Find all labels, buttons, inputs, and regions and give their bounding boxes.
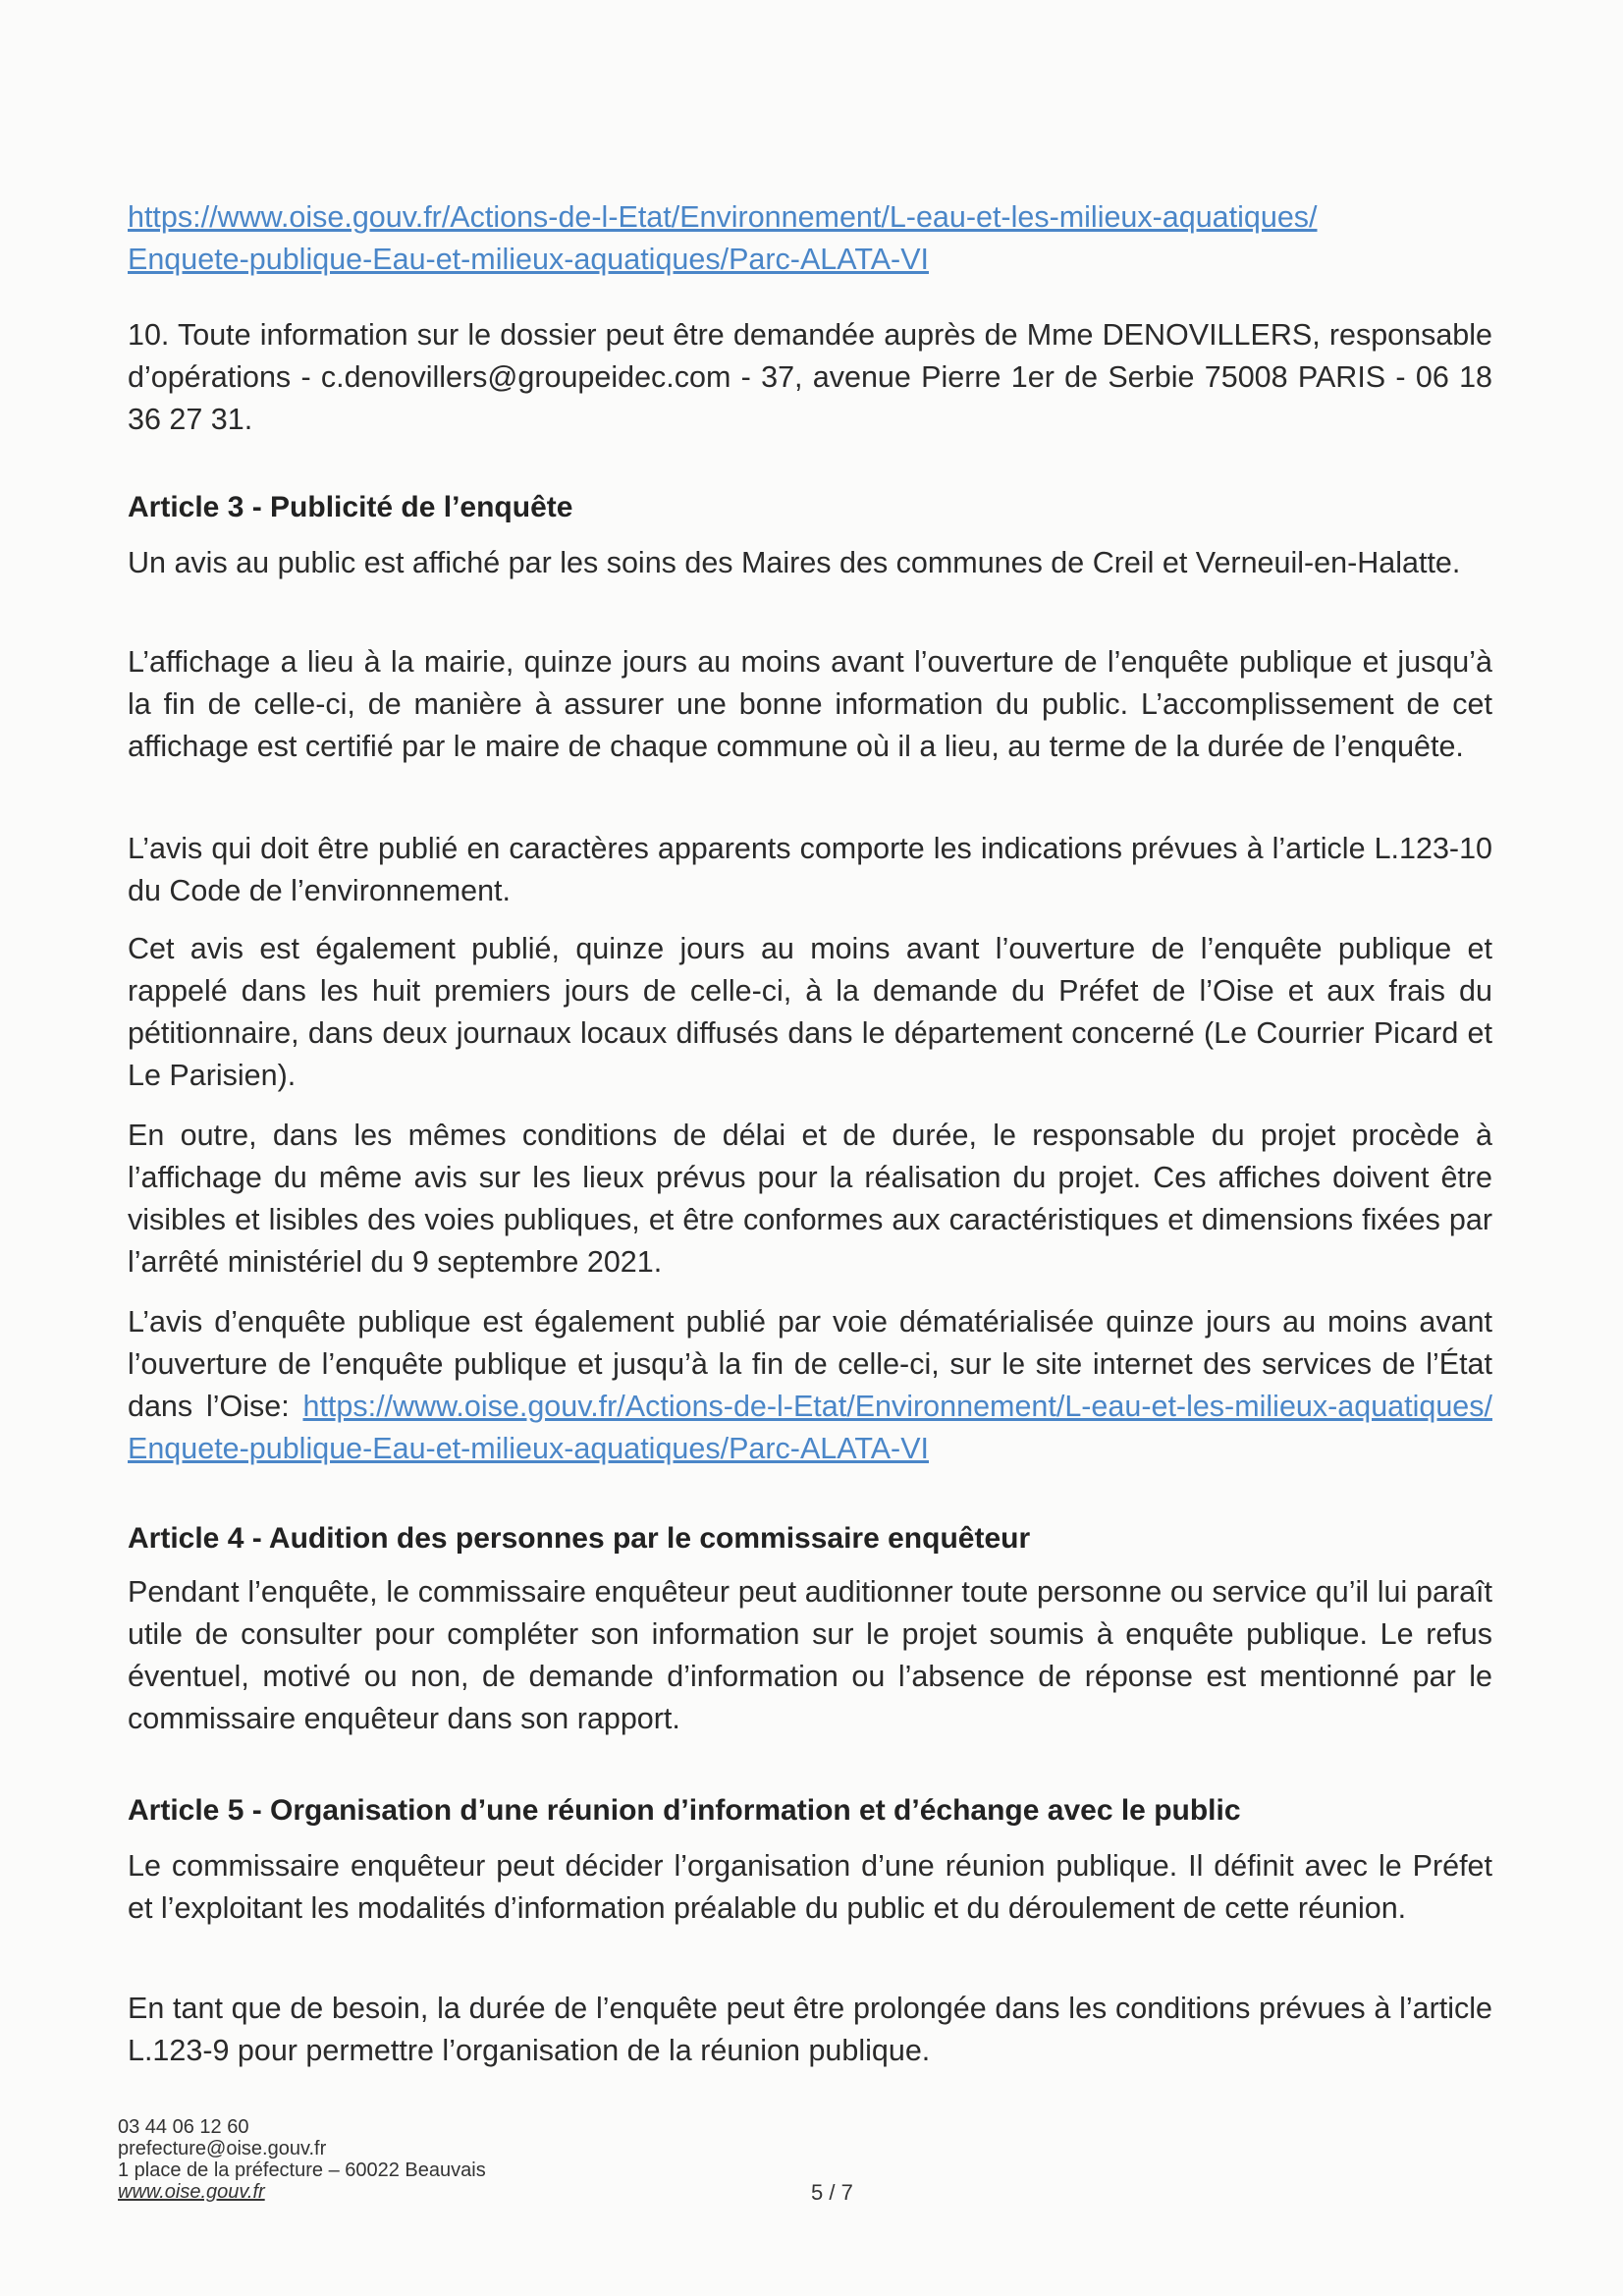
article-5-title-block bbox=[128, 1789, 1492, 1831]
article-3-paragraph-1: Un avis au public est affiché par les soins des Maires des communes de Creil et Verneuil-en-Halatte. bbox=[128, 546, 1461, 579]
article-3-p2-block bbox=[128, 641, 1492, 768]
article-3-paragraph-5: En outre, dans les mêmes conditions de délai et de durée, le responsable du projet procède à l’affichage du même avis sur les lieux prévus pour la réalisation du projet. Ces affiches doivent être visibles et lisibles des voies publiques, et être conformes aux caractéristiques et dimensions fixées par l’arrêté ministériel du 9 septembre 2021. bbox=[128, 1119, 1492, 1279]
article-5-p2-block bbox=[128, 1988, 1492, 2072]
footer-website[interactable]: www.oise.gouv.fr bbox=[118, 2181, 265, 2203]
article-4-p1-block bbox=[128, 1571, 1492, 1740]
consultation-link-line1[interactable]: https://www.oise.gouv.fr/Actions-de-l-Etat/Environnement/L-eau-et-les-milieux-aquatiques/ bbox=[128, 200, 1318, 234]
article-3-paragraph-3: L’avis qui doit être publié en caractères apparents comporte les indications prévues à l’article L.123-10 du Code de l’environnement. bbox=[128, 832, 1492, 907]
footer-phone: 03 44 06 12 60 bbox=[118, 2116, 249, 2138]
article-5-paragraph-1: Le commissaire enquêteur peut décider l’organisation d’une réunion publique. Il définit avec le Préfet et l’exploitant les modalités d’information préalable du public et du déroulement de cette réunion. bbox=[128, 1849, 1492, 1925]
item-10-paragraph: 10. Toute information sur le dossier peut être demandée auprès de Mme DENOVILLERS, responsable d’opérations - c.denovillers@groupeidec.com - 37, avenue Pierre 1er de Serbie 75008 PARIS - 06 18 36 27 31. bbox=[128, 318, 1492, 436]
article-3-paragraph-6-text: L’avis d’enquête publique est également publié par voie dématérialisée quinze jours au moins avant l’ouverture de l’enquête publique et jusqu’à la fin de celle-ci, sur le site internet des services de l’État dans l’Oise: bbox=[128, 1305, 1492, 1423]
article-3-p5-block bbox=[128, 1115, 1492, 1284]
article-4-paragraph-1: Pendant l’enquête, le commissaire enquêteur peut auditionner toute personne ou service qu’il lui paraît utile de consulter pour compléter son information sur le projet soumis à enquête publique. Le refus éventuel, motivé ou non, de demande d’information ou l’absence de réponse est mentionné par le commissaire enquêteur dans son rapport. bbox=[128, 1575, 1492, 1735]
consultation-link-line2[interactable]: Enquete-publique-Eau-et-milieux-aquatiques/Parc-ALATA-VI bbox=[128, 243, 930, 276]
footer-email: prefecture@oise.gouv.fr bbox=[118, 2138, 327, 2159]
article-4-title-block bbox=[128, 1517, 1492, 1559]
article-3-paragraph-6 bbox=[128, 1301, 1492, 1470]
top-link-paragraph bbox=[128, 196, 1492, 281]
footer-address: 1 place de la préfecture – 60022 Beauvais bbox=[118, 2159, 486, 2181]
article-5-paragraph-2: En tant que de besoin, la durée de l’enquête peut être prolongée dans les conditions prévues à l’article L.123-9 pour permettre l’organisation de la réunion publique. bbox=[128, 1992, 1492, 2067]
article-4-title: Article 4 - Audition des personnes par le commissaire enquêteur bbox=[128, 1522, 1031, 1555]
article-5-p1-block bbox=[128, 1845, 1492, 1930]
item-10-block bbox=[128, 314, 1492, 441]
footer-contact bbox=[118, 2116, 486, 2203]
top-link-block bbox=[128, 196, 1492, 281]
article-3-paragraph-2: L’affichage a lieu à la mairie, quinze jours au moins avant l’ouverture de l’enquête publique et jusqu’à la fin de celle-ci, de manière à assurer une bonne information du public. L’accomplissement de cet affichage est certifié par le maire de chaque commune où il a lieu, au terme de la durée de l’enquête. bbox=[128, 645, 1492, 763]
article-5-title: Article 5 - Organisation d’une réunion d’information et d’échange avec le public bbox=[128, 1794, 1241, 1827]
article-3-title: Article 3 - Publicité de l’enquête bbox=[128, 491, 573, 523]
article-3-title-block bbox=[128, 486, 1492, 528]
article-3-p6-block bbox=[128, 1301, 1492, 1470]
article-3-p1-block bbox=[128, 542, 1492, 584]
article-3-p4-block bbox=[128, 928, 1492, 1097]
page-number: 5 / 7 bbox=[811, 2180, 853, 2205]
article-3-consultation-link[interactable]: https://www.oise.gouv.fr/Actions-de-l-Etat/Environnement/L-eau-et-les-milieux-aquatiques/Enquete-publique-Eau-et-milieux-aquatiques/Parc-ALATA-VI bbox=[128, 1390, 1492, 1465]
article-3-p3-block bbox=[128, 828, 1492, 912]
article-3-paragraph-4: Cet avis est également publié, quinze jours au moins avant l’ouverture de l’enquête publique et rappelé dans les huit premiers jours de celle-ci, à la demande du Préfet de l’Oise et aux frais du pétitionnaire, dans deux journaux locaux diffusés dans le département concerné (Le Courrier Picard et Le Parisien). bbox=[128, 932, 1492, 1092]
